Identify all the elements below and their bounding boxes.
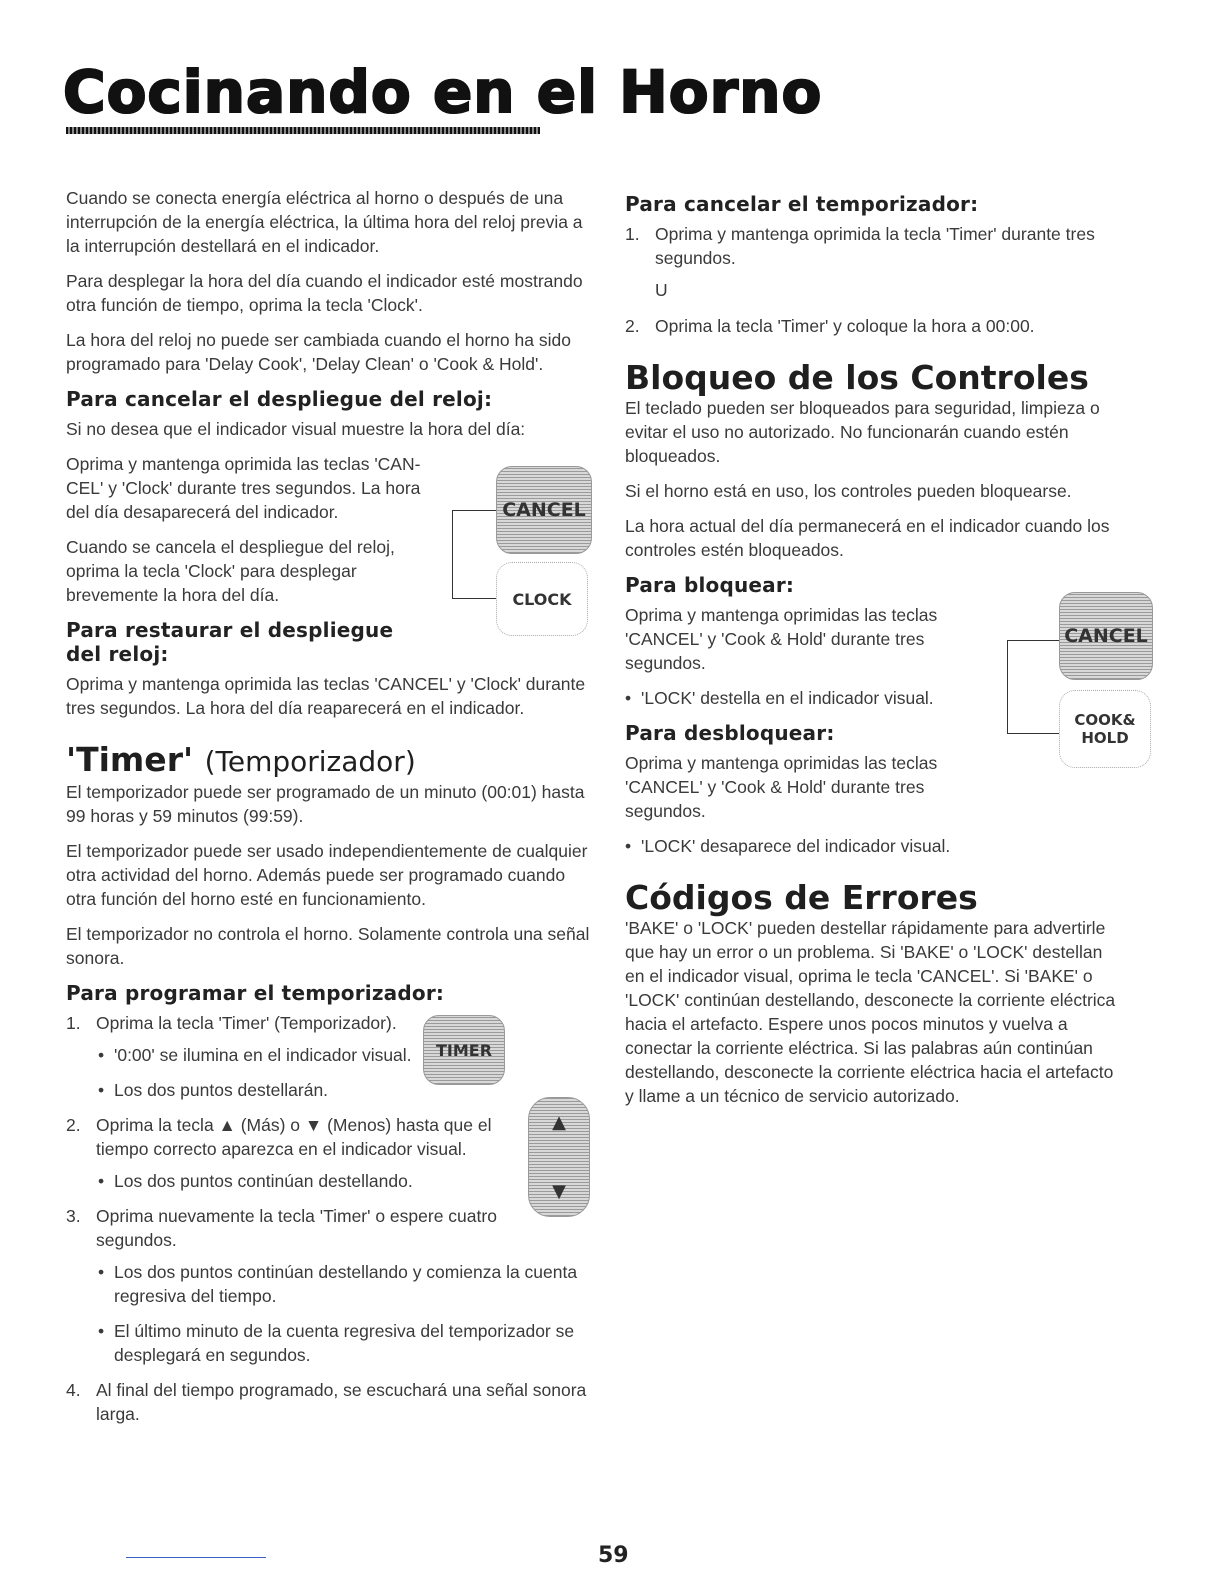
unlock-subheading: Para desbloquear: (625, 721, 835, 745)
step-item: 1. Oprima la tecla 'Timer' (Temporizador). (66, 1013, 397, 1033)
lock-text: El teclado pueden ser bloqueados para seguridad, limpieza o evitar el uso no autorizado. No funcionarán cuando estén bloqueados. (625, 398, 1100, 466)
page-number: 59 (598, 1543, 629, 1568)
step-item: 1. Oprima y mantenga oprimida la tecla 'Timer' durante tres segundos. (625, 224, 1095, 268)
unlock-instructions: Oprima y mantenga oprimidas las teclas 'CANCEL' y 'Cook & Hold' durante tres segundos. (625, 753, 938, 821)
timer-key: TIMER (423, 1015, 505, 1085)
cook-hold-label: HOLD (1081, 729, 1129, 747)
step-text: Oprima la tecla 'Timer' y coloque la hora a 00:00. (655, 316, 1035, 336)
timer-heading (66, 740, 596, 779)
up-down-keypad (528, 1097, 590, 1217)
cook-hold-key (1059, 690, 1151, 768)
intro-paragraph: La hora del reloj no puede ser cambiada cuando el horno ha sido programado para 'Delay Cook', 'Delay Clean' o 'Cook & Hold'. (66, 330, 571, 374)
cancel-clock-text: Si no desea que el indicador visual muestre la hora del día: (66, 419, 526, 439)
lock-subheading: Para bloquear: (625, 573, 795, 597)
cancel-clock-text: Cuando se cancela el despliegue del reloj, oprima la tecla 'Clock' para desplegar brevemente la hora del día. (66, 537, 395, 605)
step-item: 3. Oprima nuevamente la tecla 'Timer' o espere cuatro segundos. (66, 1206, 497, 1250)
timer-text: El temporizador puede ser programado de un minuto (00:01) hasta 99 horas y 59 minutos (99:59). (66, 782, 585, 826)
step-bullet: • Los dos puntos continúan destellando y comienza la cuenta regresiva del tiempo. (66, 1260, 596, 1308)
timer-heading-main: 'Timer' (66, 740, 194, 779)
unlock-bullet: • 'LOCK' desaparece del indicador visual. (625, 834, 1125, 858)
or-separator: U (655, 280, 668, 300)
title-rule (66, 127, 540, 134)
cancel-key: CANCEL (1059, 592, 1153, 680)
step-text: Al final del tiempo programado, se escuchará una señal sonora larga. (96, 1380, 587, 1424)
step-bullet: • Los dos puntos continúan destellando. (66, 1169, 596, 1193)
step-text: Oprima la tecla 'Timer' (Temporizador). (96, 1013, 397, 1033)
timer-heading-sub: (Temporizador) (204, 745, 416, 778)
footer-rule (126, 1557, 266, 1558)
clock-key: CLOCK (496, 562, 588, 636)
cancel-key: CANCEL (496, 466, 592, 554)
step-bullet: • '0:00' se ilumina en el indicador visual. (66, 1043, 596, 1067)
down-arrow-icon: ▼ (552, 1181, 566, 1202)
key-connector-bracket (452, 510, 497, 599)
step-text: Oprima y mantenga oprimida la tecla 'Timer' durante tres segundos. (655, 224, 1095, 268)
intro-paragraph: Cuando se conecta energía eléctrica al horno o después de una interrupción de la energía eléctrica, la última hora del reloj previa a la interrupción destellará en el indicador. (66, 188, 583, 256)
step-item: 2. Oprima la tecla ▲ (Más) o ▼ (Menos) hasta que el tiempo correcto aparezca en el indicador visual. (66, 1115, 492, 1159)
step-item: 2. Oprima la tecla 'Timer' y coloque la hora a 00:00. (625, 316, 1035, 336)
up-arrow-icon: ▲ (552, 1112, 566, 1133)
cancel-clock-heading: Para cancelar el despliegue del reloj: (66, 387, 493, 411)
timer-text: El temporizador puede ser usado independientemente de cualquier otra actividad del horno. Además puede ser programado cuando otra función del horno esté en funcionamiento. (66, 841, 588, 909)
lock-heading: Bloqueo de los Controles (625, 358, 1089, 397)
key-connector-bracket (1007, 640, 1060, 734)
step-bullet: • El último minuto de la cuenta regresiva del temporizador se desplegará en segundos. (66, 1319, 596, 1367)
step-text: Oprima nuevamente la tecla 'Timer' o espere cuatro segundos. (96, 1206, 497, 1250)
cancel-clock-text: Oprima y mantenga oprimida las teclas 'CAN-CEL' y 'Clock' durante tres segundos. La hora del día desaparecerá del indicador. (66, 454, 421, 522)
page-title: Cocinando en el Horno (63, 58, 823, 126)
restore-clock-text: Oprima y mantenga oprimida las teclas 'CANCEL' y 'Clock' durante tres segundos. La hora del día reaparecerá en el indicador. (66, 674, 586, 718)
errors-text: 'BAKE' o 'LOCK' pueden destellar rápidamente para advertirle que hay un error o un problema. Si 'BAKE' o 'LOCK' destellan en el indicador visual, oprima le tecla 'CANCEL'. Si 'BAKE' o 'LOCK' continúan destellando, desconecte la corriente eléctrica hacia el artefacto. Espere unos pocos minutos y vuelva a conectar la corriente eléctrica. Si las palabras aún continúan destellando, desconecte la corriente eléctrica hacia el artefacto y llame a un técnico de servicio autorizado. (625, 918, 1116, 1106)
lock-text: Si el horno está en uso, los controles pueden bloquearse. (625, 481, 1072, 501)
restore-clock-heading: Para restaurar el despliegue del reloj: (66, 618, 394, 666)
timer-text: El temporizador no controla el horno. Solamente controla una señal sonora. (66, 924, 590, 968)
errors-heading: Códigos de Errores (625, 878, 978, 917)
program-timer-heading: Para programar el temporizador: (66, 981, 445, 1005)
cook-hold-label: COOK& (1074, 711, 1136, 729)
step-item: 4. Al final del tiempo programado, se escuchará una señal sonora larga. (66, 1380, 587, 1424)
intro-paragraph: Para desplegar la hora del día cuando el indicador esté mostrando otra función de tiempo, oprima la tecla 'Clock'. (66, 271, 583, 315)
step-bullet: • Los dos puntos destellarán. (66, 1078, 596, 1102)
lock-bullet: • 'LOCK' destella en el indicador visual. (625, 686, 1125, 710)
lock-instructions: Oprima y mantenga oprimidas las teclas 'CANCEL' y 'Cook & Hold' durante tres segundos. (625, 605, 938, 673)
left-column (66, 186, 596, 1434)
step-text: Oprima la tecla ▲ (Más) o ▼ (Menos) hasta que el tiempo correcto aparezca en el indicador visual. (96, 1115, 492, 1159)
lock-text: La hora actual del día permanecerá en el indicador cuando los controles estén bloqueados. (625, 516, 1110, 560)
cancel-timer-heading: Para cancelar el temporizador: (625, 192, 979, 216)
